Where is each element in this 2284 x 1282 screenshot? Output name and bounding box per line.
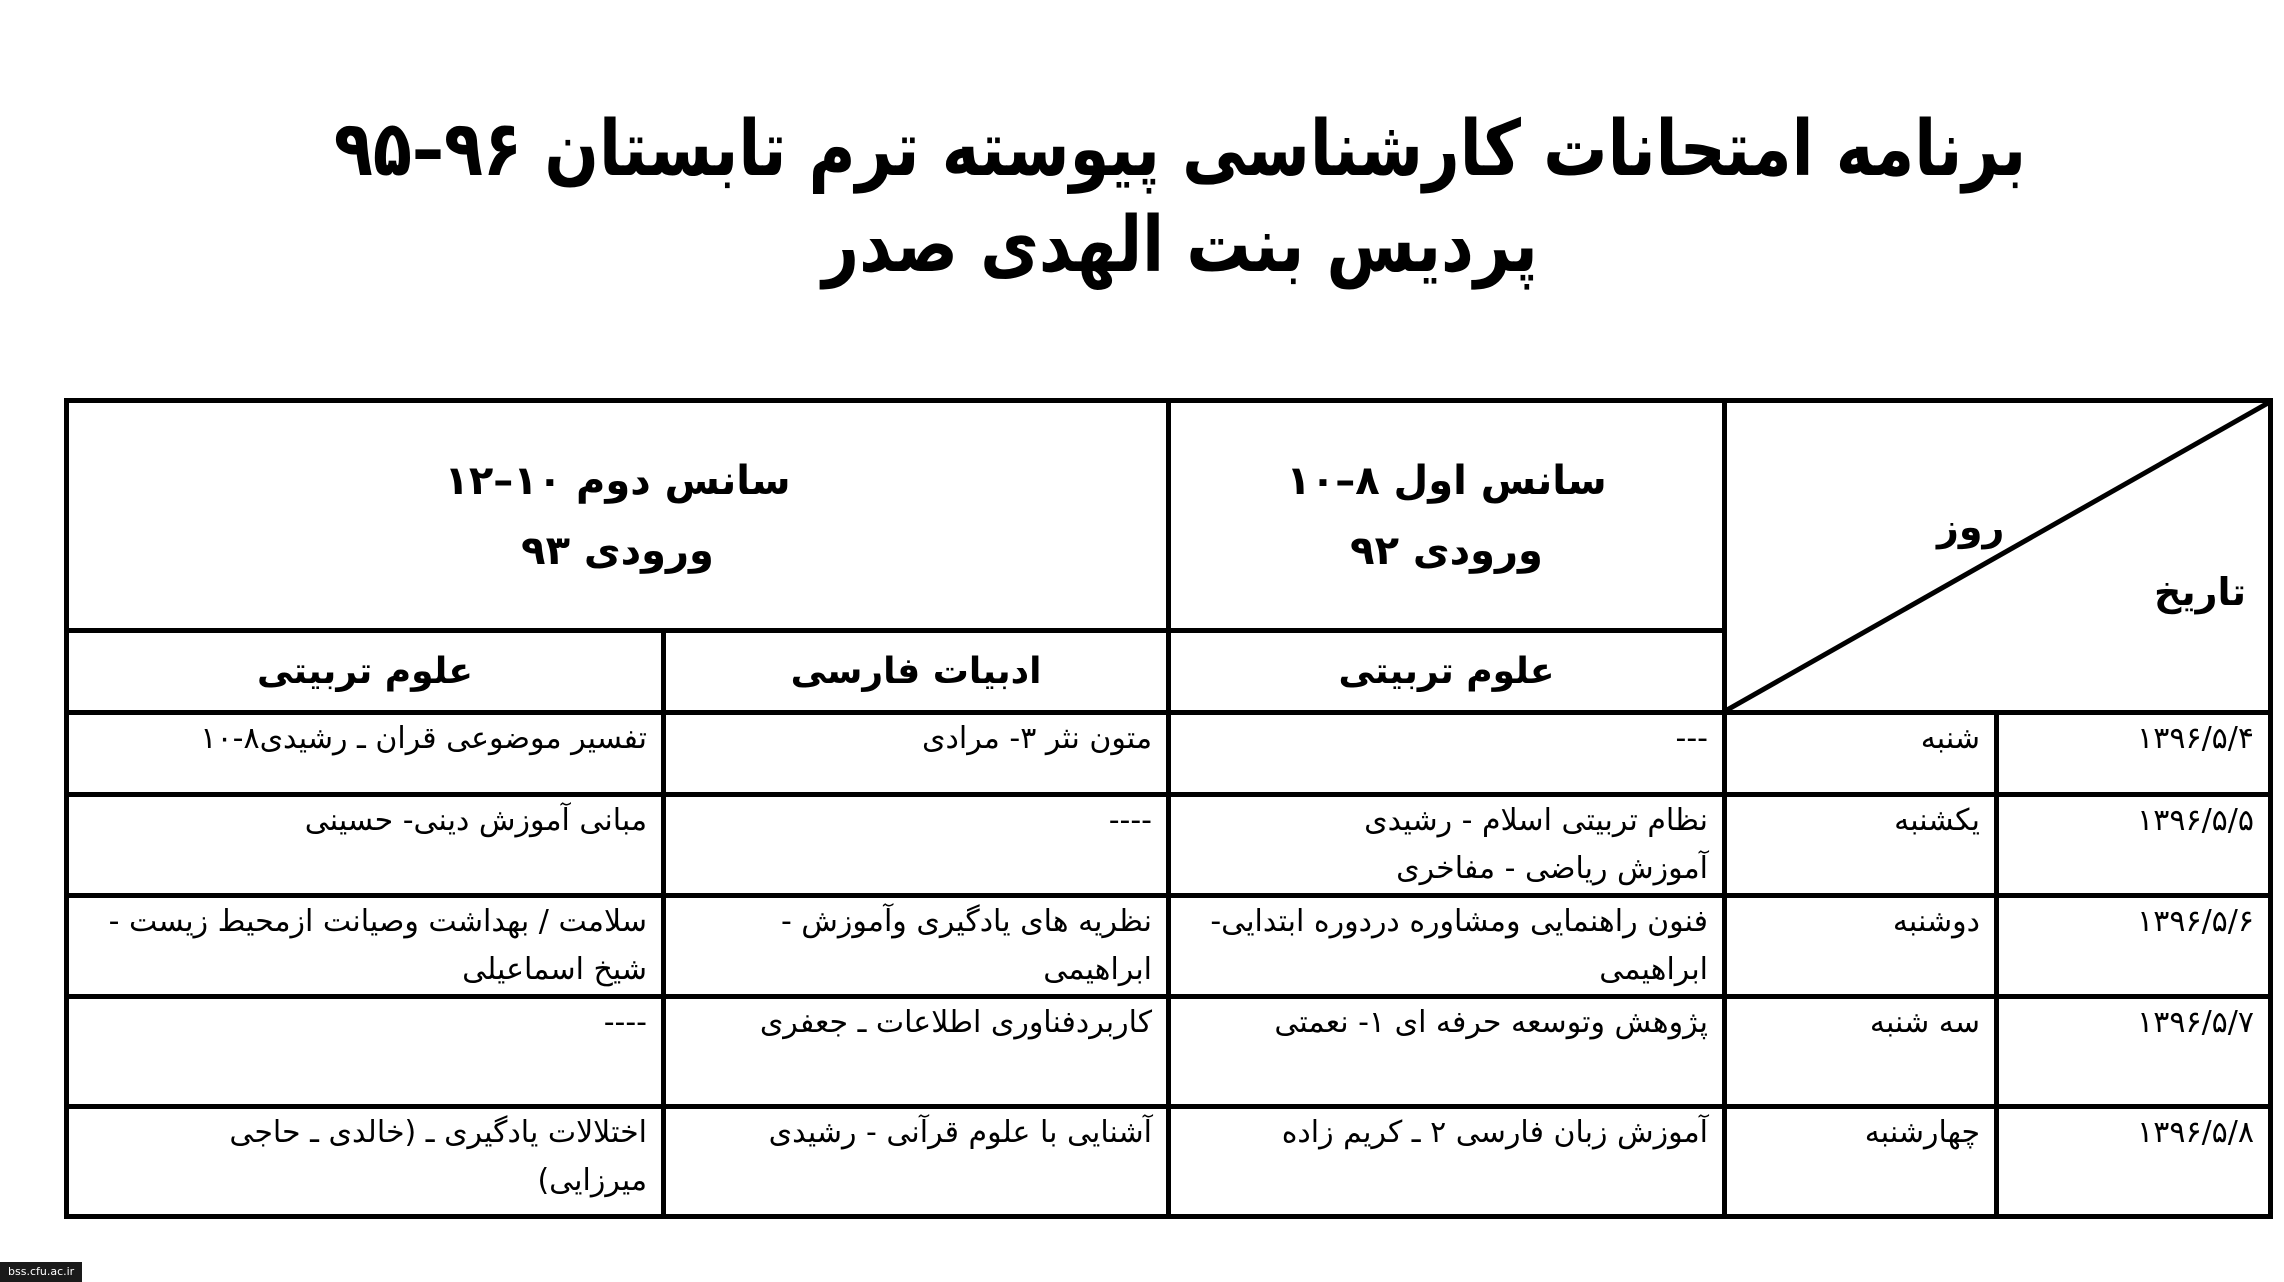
corner-day-label: روز (1937, 505, 2005, 549)
course-line: ---- (603, 1005, 648, 1040)
session1-cell (1169, 896, 1725, 997)
course-line: ابراهیمی (1599, 952, 1709, 987)
course-line: نظریه های یادگیری وآموزش - (780, 904, 1153, 939)
table-row (67, 1107, 2271, 1217)
session1-header (1169, 401, 1725, 631)
session2-lit-cell (664, 997, 1169, 1107)
session2-lit-cell (664, 896, 1169, 997)
course-line: شیخ اسماعیلی (462, 952, 648, 987)
table-row (67, 997, 2271, 1107)
course-line: ابراهیمی (1043, 952, 1153, 987)
course-line: آموزش زبان فارسی ۲ ـ کریم زاده (1281, 1115, 1709, 1150)
date-cell: ۱۳۹۶/۵/۴ (1997, 713, 2271, 795)
day-cell: چهارشنبه (1725, 1107, 1997, 1217)
session2-lit-cell (664, 1107, 1169, 1217)
course-line: سلامت / بهداشت وصیانت ازمحیط زیست - (108, 904, 648, 939)
course-line: کاربردفناوری اطلاعات ـ جعفری (759, 1005, 1153, 1040)
course-line: تفسیر موضوعی قران ـ رشیدی۸-۱۰ (200, 721, 648, 756)
course-line: مبانی آموزش دینی- حسینی (304, 803, 648, 838)
course-line: آموزش ریاضی - مفاخری (1396, 851, 1709, 886)
session1-cell (1169, 713, 1725, 795)
site-badge-link[interactable]: bss.cfu.ac.ir (0, 1262, 82, 1282)
session2-lit-cell (664, 795, 1169, 896)
day-cell: سه شنبه (1725, 997, 1997, 1107)
table-row (67, 795, 2271, 896)
col-header-s2-education: علوم تربیتی (67, 631, 664, 713)
date-cell: ۱۳۹۶/۵/۶ (1997, 896, 2271, 997)
col-header-s2-persian-literature: ادبیات فارسی (664, 631, 1169, 713)
session2-edu-cell (67, 997, 664, 1107)
session2-lit-cell (664, 713, 1169, 795)
course-line: ---- (1108, 803, 1153, 838)
table-row (67, 896, 2271, 997)
session2-entry: ورودی ۹۳ (521, 527, 714, 574)
date-cell: ۱۳۹۶/۵/۸ (1997, 1107, 2271, 1217)
course-line: --- (1675, 721, 1709, 756)
table-row (67, 713, 2271, 795)
day-cell: یکشنبه (1725, 795, 1997, 896)
page-title: برنامه امتحانات کارشناسی پیوسته ترم تابستان ۹۶–۹۵ پردیس بنت الهدی صدر (333, 105, 2027, 291)
session2-edu-cell (67, 795, 664, 896)
day-cell: دوشنبه (1725, 896, 1997, 997)
session2-edu-cell (67, 896, 664, 997)
session1-title: سانس اول ۸–۱۰ (1286, 457, 1607, 504)
session2-edu-cell (67, 1107, 664, 1217)
col-header-s1-education: علوم تربیتی (1169, 631, 1725, 713)
course-line: اختلالات یادگیری ـ (خالدی ـ حاجی (229, 1115, 648, 1150)
session2-title: سانس دوم ۱۰–۱۲ (444, 457, 791, 504)
session2-header (67, 401, 1169, 631)
session1-cell (1169, 1107, 1725, 1217)
session1-cell (1169, 997, 1725, 1107)
course-line: متون نثر ۳- مرادی (922, 721, 1153, 756)
course-line: فنون راهنمایی ومشاوره دردوره ابتدایی- (1210, 904, 1709, 939)
date-cell: ۱۳۹۶/۵/۵ (1997, 795, 2271, 896)
session1-cell (1169, 795, 1725, 896)
diagonal-divider (1727, 403, 2268, 710)
exam-schedule-table (64, 398, 2273, 1219)
day-cell: شنبه (1725, 713, 1997, 795)
session2-edu-cell (67, 713, 664, 795)
course-line: پژوهش وتوسعه حرفه ای ۱- نعمتی (1274, 1005, 1709, 1040)
corner-date-label: تاریخ (2153, 570, 2247, 614)
header-row (67, 401, 2271, 631)
course-line: میرزایی) (537, 1163, 648, 1198)
course-line: نظام تربیتی اسلام - رشیدی (1364, 803, 1709, 838)
course-line: آشنایی با علوم قرآنی - رشیدی (768, 1115, 1153, 1150)
date-cell: ۱۳۹۶/۵/۷ (1997, 997, 2271, 1107)
corner-header-cell (1725, 401, 2271, 713)
session1-entry: ورودی ۹۲ (1350, 527, 1543, 574)
